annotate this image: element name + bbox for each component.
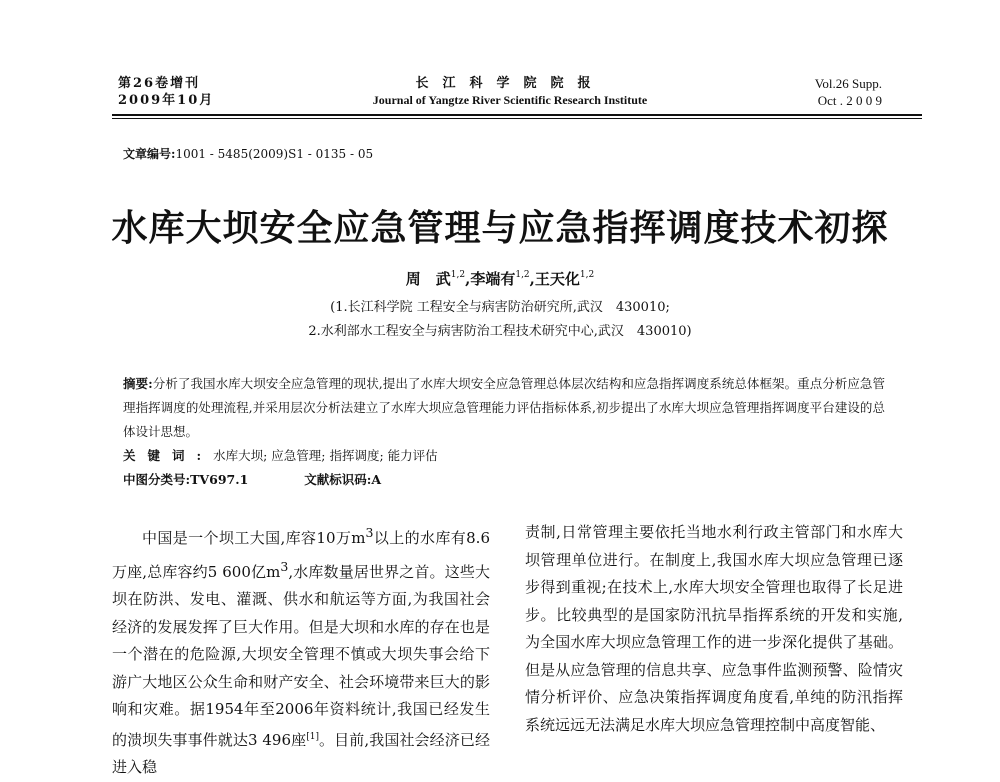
body-text: 中国是一个坝工大国,库容10万m: [142, 529, 366, 547]
author-line: [0, 268, 1000, 289]
doc-code-label: 文献标识码:: [304, 472, 372, 487]
keywords-label: 关键词:: [123, 448, 214, 463]
body-column-right: [525, 519, 903, 739]
body-paragraph: [112, 519, 490, 782]
header-rule-thin: [112, 118, 922, 119]
author-2-affil: 1,2: [515, 270, 530, 280]
clc-label: 中图分类号:: [123, 472, 191, 487]
article-number-value: 1001 - 5485(2009)S1 - 0135 - 05: [175, 147, 374, 161]
author-sep: ,: [465, 270, 471, 288]
paper-title: 水库大坝安全应急管理与应急指挥调度技术初探: [111, 207, 889, 249]
header-date: 2009年10月: [118, 93, 215, 108]
author-3: 王天化: [534, 270, 580, 288]
abstract-label: 摘要:: [123, 376, 153, 391]
body-text: 以上的水库有8.6万座,总库容约5 600亿m: [112, 529, 490, 581]
author-3-affil: 1,2: [579, 270, 595, 280]
header-volume-en: [815, 75, 882, 109]
superscript: 3: [280, 558, 289, 574]
author-2: 李端有: [470, 270, 516, 288]
header-vol-en: Vol.26 Supp.: [814, 76, 882, 91]
journal-name-en: Journal of Yangtze River Scientific Research Institute: [372, 93, 648, 107]
body-column-left: [112, 519, 490, 782]
body-text: 。目前,我国社会经济已经进入稳: [112, 730, 490, 776]
body-paragraph: 责制,日常管理主要依托当地水利行政主管部门和水库大坝管理单位进行。在制度上,我国水库大坝应急管理已逐步得到重视;在技术上,水库大坝安全管理也取得了长足进步。比较典型的是国家防汛抗旱指挥系统的开发和实施,为全国水库大坝应急管理工作的进一步深化提供了基础。但是从应急管理的信息共享、应急事件监测预警、险情灾情分析评价、应急决策指挥调度角度看,单纯的防汛指挥系统远远无法满足水库大坝应急管理控制中高度智能、: [525, 523, 903, 734]
classification: [123, 469, 381, 491]
abstract: [123, 372, 885, 444]
article-number-label: 文章编号:: [123, 147, 176, 161]
journal-name-cn: 长江科学院院报: [415, 76, 605, 91]
author-1: 周 武: [405, 270, 451, 288]
doc-code-value: A: [371, 472, 382, 487]
clc-value: TV697.1: [190, 472, 249, 487]
abstract-text: 分析了我国水库大坝安全应急管理的现状,提出了水库大坝安全应急管理总体层次结构和应急指挥调度系统总体框架。重点分析应急管理指挥调度的处理流程,并采用层次分析法建立了水库大坝应急管理能力评估指标体系,初步提出了水库大坝应急管理指挥调度平台建设的总体设计思想。: [123, 376, 885, 439]
keywords: [123, 445, 438, 467]
keywords-text: 水库大坝; 应急管理; 指挥调度; 能力评估: [213, 448, 438, 463]
author-sep: ,: [529, 270, 535, 288]
header-volume: 第26卷增刊: [118, 76, 201, 91]
citation-ref: [1]: [306, 731, 319, 742]
affiliation-2: 2.水利部水工程安全与病害防治工程技术研究中心,武汉 430010): [308, 324, 692, 339]
header-date-en: Oct . 2 0 0 9: [817, 93, 882, 108]
author-1-affil: 1,2: [450, 270, 466, 280]
superscript: 3: [365, 525, 374, 540]
article-number: [123, 145, 373, 162]
header-volume-cn: [118, 75, 214, 109]
affiliation-1: (1.长江科学院 工程安全与病害防治研究所,武汉 430010;: [330, 300, 670, 315]
body-text: ,水库数量居世界之首。这些大坝在防洪、发电、灌溉、供水和航运等方面,为我国社会经济的发展发挥了巨大作用。但是大坝和水库的存在也是一个潜在的危险源,大坝安全管理不慎或大坝失事会给下游广大地区公众生命和财产安全、社会环境带来巨大的影响和灾难。据1954年至2006年资料统计,我国已经发生的溃坝失事事件就达3 496座: [112, 562, 490, 749]
header-rule-thick: [112, 114, 922, 116]
header-journal: [300, 75, 720, 109]
